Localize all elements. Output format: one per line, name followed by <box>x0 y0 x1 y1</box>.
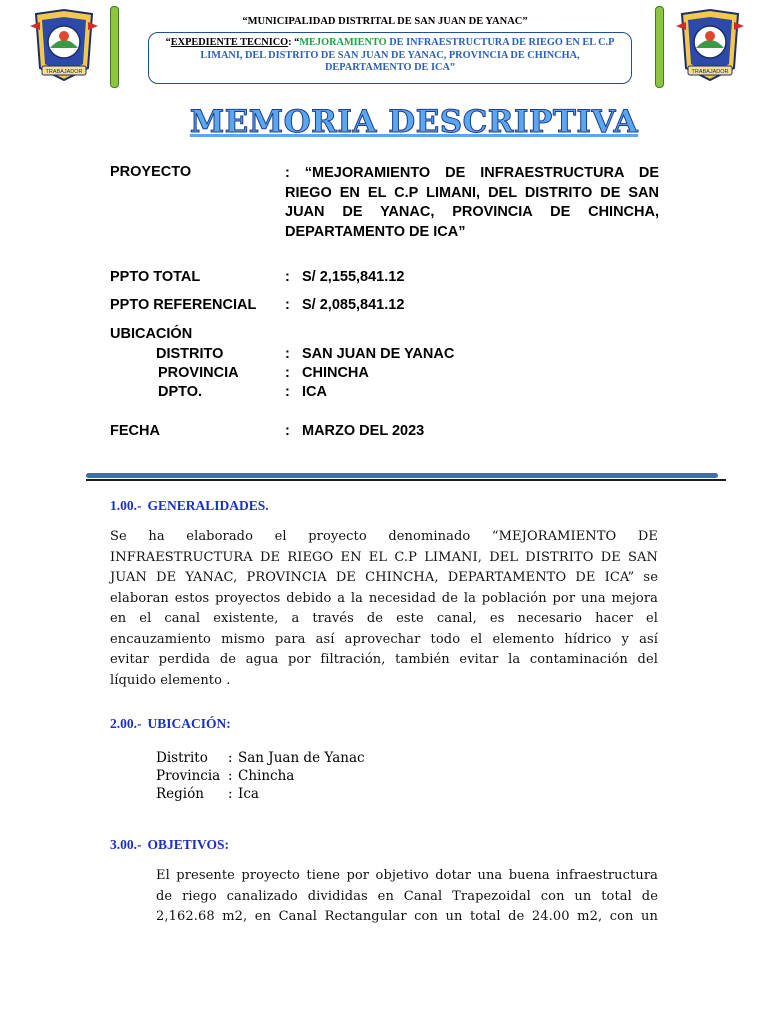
list-item <box>156 767 365 785</box>
distrito-label: DISTRITO <box>156 346 224 362</box>
ppto-total-label: PPTO TOTAL <box>110 269 201 285</box>
municipality-name: “MUNICIPALIDAD DISTRITAL DE SAN JUAN DE YANAC” <box>242 16 528 27</box>
section-objetivos-heading <box>110 837 229 853</box>
paragraph-line: líquido elemento . <box>110 672 231 688</box>
location-value: Ica <box>238 786 259 802</box>
ppto-ref-value: S/ 2,085,841.12 <box>302 297 405 313</box>
ppto-total-value: S/ 2,155,841.12 <box>302 269 405 285</box>
paragraph-line: 2,162.68 m2, en Canal Rectangular con un total de 24.00 m2, con un <box>156 909 658 924</box>
paragraph-line: INFRAESTRUCTURA DE RIEGO EN EL C.P LIMANI, DEL DISTRITO DE SAN <box>110 549 658 565</box>
location-name: Distrito <box>156 750 208 766</box>
location-name: Provincia <box>156 768 221 784</box>
provincia-label: PROVINCIA <box>158 365 239 381</box>
list-item <box>156 749 365 767</box>
provincia-value: CHINCHA <box>302 365 369 381</box>
paragraph-line: Se ha elaborado el proyecto denominado “MEJORAMIENTO DE <box>110 529 658 544</box>
paragraph-line: encauzamiento mismo para así aprovechar todo el elemento hídrico y así <box>110 631 658 647</box>
crest-motto-right: TRABAJADOR <box>691 69 729 75</box>
location-value: San Juan de Yanac <box>238 750 365 766</box>
distrito-colon: : <box>285 346 290 362</box>
fecha-label: FECHA <box>110 423 160 439</box>
expediente-keyword: MEJORAMIENTO <box>299 37 387 48</box>
paragraph-line: evitar perdida de agua por filtración, también evitar la contaminación del <box>110 652 658 667</box>
ppto-total-colon: : <box>285 269 290 285</box>
section-number: 3.00.- <box>110 837 142 852</box>
header-bar-right <box>655 6 664 88</box>
dpto-value: ICA <box>302 384 327 400</box>
municipal-crest-right <box>674 8 746 82</box>
list-item <box>156 785 365 803</box>
location-name: Región <box>156 786 204 802</box>
section-title: UBICACIÓN: <box>147 716 231 731</box>
ppto-ref-label: PPTO REFERENCIAL <box>110 297 257 313</box>
objetivos-paragraph <box>156 866 658 928</box>
location-value: Chincha <box>238 768 295 784</box>
dpto-colon: : <box>285 384 290 400</box>
ubicacion-list <box>156 749 365 803</box>
section-divider <box>86 473 718 478</box>
ubicacion-label: UBICACIÓN <box>110 326 193 342</box>
document-title: MEMORIA DESCRIPTIVA <box>189 104 639 140</box>
expediente-box <box>148 32 632 84</box>
section-generalidades-heading <box>110 498 269 514</box>
fecha-colon: : <box>285 423 290 439</box>
municipal-crest-left <box>28 8 100 82</box>
provincia-colon: : <box>285 365 290 381</box>
location-colon: : <box>228 768 233 784</box>
section-title: GENERALIDADES. <box>147 498 269 513</box>
section-number: 2.00.- <box>110 716 142 731</box>
section-divider-line <box>86 479 726 481</box>
section-title: OBJETIVOS: <box>147 837 230 852</box>
expediente-text: DE INFRAESTRUCTURA DE RIEGO EN EL C.P LIMANI, DEL DISTRITO DE SAN JUAN DE YANAC, PROVINCIA DE CHINCHA, DEPARTAMENTO DE ICA” <box>200 37 615 73</box>
paragraph-line: de riego canalizado divididas en Canal Trapezoidal con un total de <box>156 888 658 904</box>
dpto-label: DPTO. <box>158 384 203 400</box>
location-colon: : <box>228 786 233 802</box>
distrito-value: SAN JUAN DE YANAC <box>302 346 455 362</box>
proyecto-value: : “MEJORAMIENTO DE INFRAESTRUCTURA DE RIEGO EN EL C.P LIMANI, DEL DISTRITO DE SAN JUAN DE YANAC, PROVINCIA DE CHINCHA, DEPARTAMENTO DE ICA” <box>285 165 659 240</box>
paragraph-line: en el canal existente, a través de este canal, es necesario hacer el <box>110 611 658 626</box>
expediente-separator: : “ <box>288 37 300 48</box>
location-colon: : <box>228 750 233 766</box>
section-number: 1.00.- <box>110 498 142 513</box>
paragraph-line: elaboran estos proyectos debido a la necesidad de la población por una mejora <box>110 590 658 606</box>
expediente-label: EXPEDIENTE TECNICO <box>170 37 289 48</box>
fecha-value: MARZO DEL 2023 <box>302 423 425 439</box>
expediente-open-quote: “ <box>165 37 171 48</box>
paragraph-line: El presente proyecto tiene por objetivo dotar una buena infraestructura <box>156 868 658 883</box>
header-bar-left <box>110 6 119 88</box>
generalidades-paragraph <box>110 527 658 691</box>
ppto-ref-colon: : <box>285 297 290 313</box>
crest-motto-left: TRABAJADOR <box>45 69 83 75</box>
section-ubicacion-heading <box>110 716 231 732</box>
paragraph-line: JUAN DE YANAC, PROVINCIA DE CHINCHA, DEPARTAMENTO DE ICA” se <box>110 570 658 585</box>
proyecto-label: PROYECTO <box>110 164 192 180</box>
